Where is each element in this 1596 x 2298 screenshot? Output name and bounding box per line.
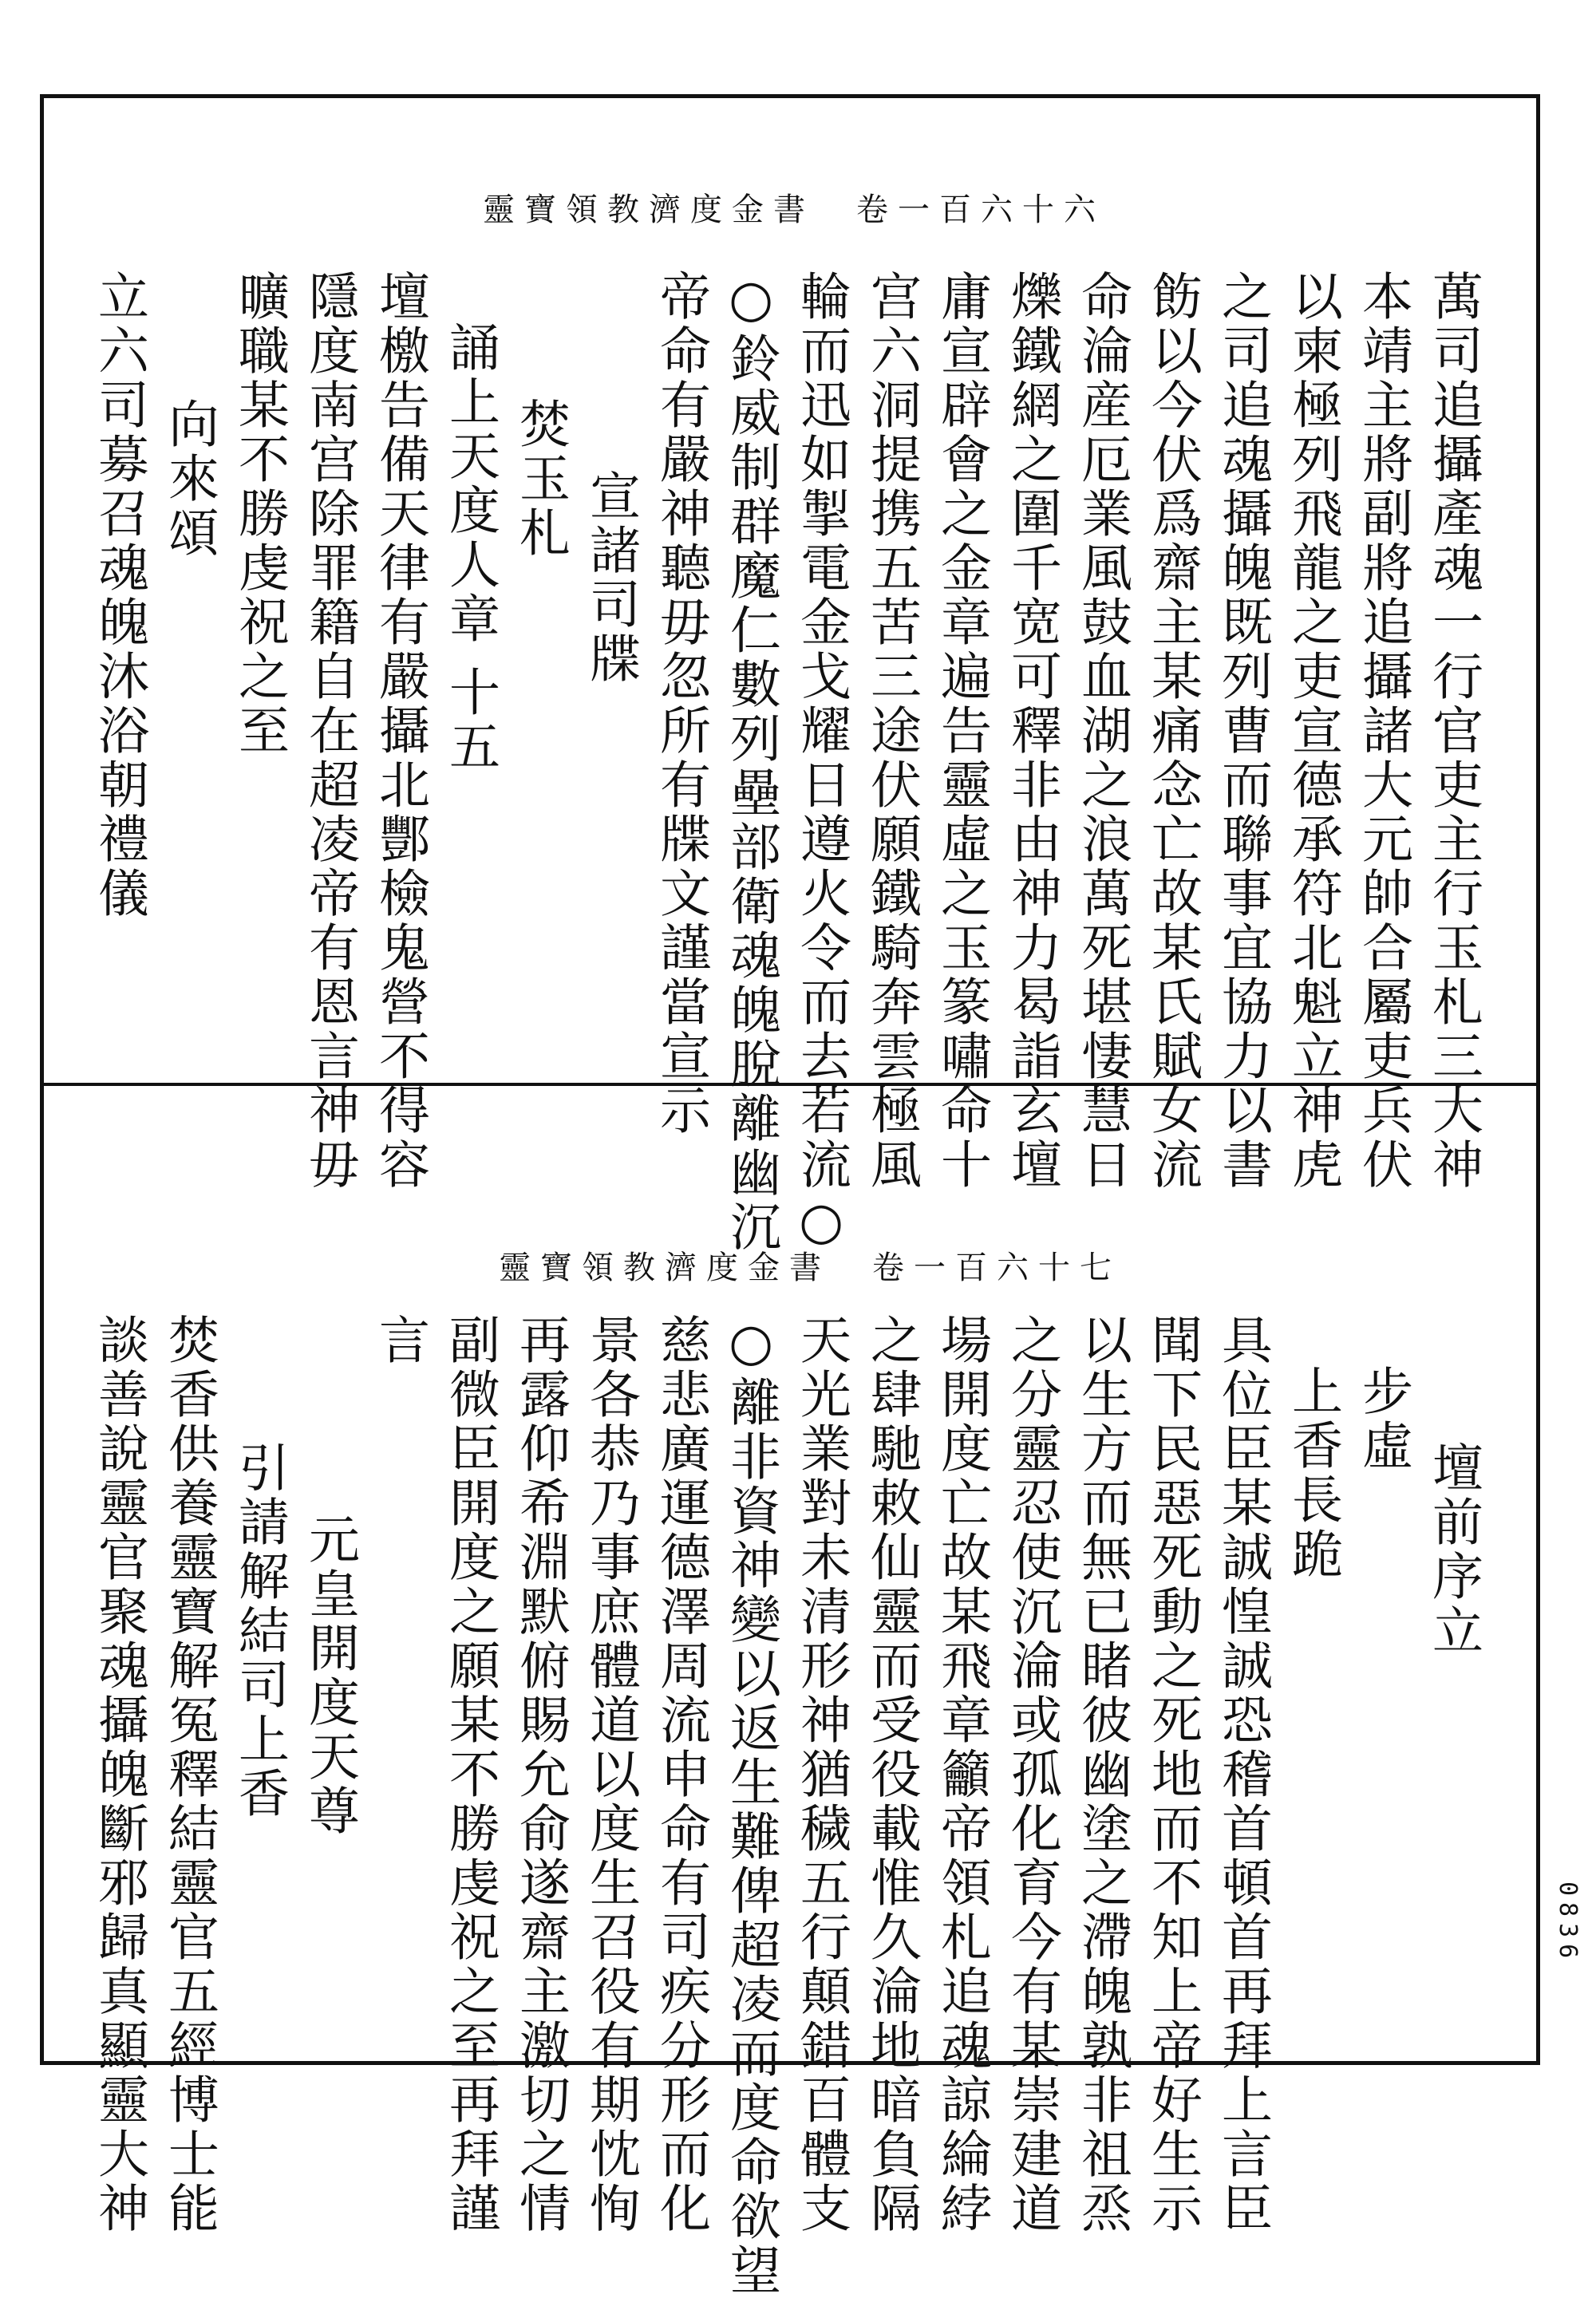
lower-page-header: 靈寶領教濟度金書 卷一百六十七 — [499, 1250, 1121, 1286]
page-frame — [40, 94, 1540, 2298]
text-column: ○鈴威制群魔仁數列壘部衛魂魄脫離幽沉 — [721, 270, 780, 1254]
text-column: 慈悲廣運德澤周流申命有司疾分形而化 — [651, 1313, 710, 2236]
text-column: 天光業對未清形神猶穢五行顛錯百體支 — [792, 1313, 851, 2236]
text-column: 場開度亡故某飛章籲帝領札追魂諒綸綍 — [932, 1313, 991, 2236]
text-column: 步虛 — [1353, 1364, 1412, 1473]
upper-half-page — [44, 98, 1536, 1254]
page-number: 0836 — [1554, 1881, 1582, 1965]
text-column: 庸宣辟會之金章遍告靈虛之玉篆嘯命十 — [932, 270, 991, 1192]
text-column: 焚香供養靈寶解冤釋結靈官五經博士能 — [160, 1313, 219, 2236]
lower-half-page — [44, 1086, 1536, 2298]
text-column: 引請解結司上香 — [230, 1441, 289, 1821]
text-column: 隱度南宫除罪籍自在超凌帝有恩言神毋 — [300, 270, 359, 1192]
text-column: 上香長跪 — [1283, 1364, 1342, 1581]
text-column: 聞下民惡死動之死地而不知上帝好生示 — [1143, 1313, 1202, 2236]
text-column: 爍鐵網之圍千宽可釋非由神力曷詣玄壇 — [1002, 270, 1061, 1192]
text-column: 立六司募召魂魄沐浴朝禮儀 — [89, 270, 148, 921]
text-column: 言 — [370, 1313, 429, 1368]
text-column: 帝命有嚴神聽毋忽所有牒文謹當宣示 — [651, 270, 710, 1138]
text-column: 宣諸司牒 — [581, 469, 640, 686]
text-column: 以柬極列飛龍之吏宣德承符北魁立神虎 — [1283, 270, 1342, 1192]
text-column: 談善說靈官聚魂攝魄斷邪歸真顯靈大神 — [89, 1313, 148, 2236]
text-column: 之肆馳敕仙靈而受役載惟久淪地暗負隔 — [862, 1313, 921, 2236]
text-column: 副微臣開度之願某不勝虔祝之至再拜謹 — [440, 1313, 500, 2236]
text-column: 命淪産厄業風鼓血湖之浪萬死堪悽慧日 — [1073, 270, 1132, 1192]
upper-text-block — [84, 270, 1488, 1254]
text-column: 壇檄告備天律有嚴攝北酆檢鬼營不得容 — [370, 270, 429, 1192]
text-column: 以生方而無已睹彼幽塗之滯魄孰非祖烝 — [1073, 1313, 1132, 2236]
text-column: 具位臣某誠惶誠恐稽首頓首再拜上言臣 — [1213, 1313, 1272, 2236]
text-column: 向來頌 — [160, 397, 219, 560]
text-column: 之分靈忍使沉淪或孤化育今有某崇建道 — [1002, 1313, 1061, 2236]
text-column: 誦上天度人章 十五 — [440, 321, 500, 775]
upper-page-header: 靈寶領教濟度金書 卷一百六十六 — [483, 192, 1105, 228]
text-column: ○離非資神變以返生難俾超凌而度命欲望 — [721, 1313, 780, 2298]
text-column: 壇前序立 — [1424, 1441, 1483, 1658]
text-column: 曠職某不勝虔祝之至 — [230, 270, 289, 758]
lower-text-block — [84, 1313, 1488, 2298]
text-column: 焚玉札 — [511, 397, 570, 560]
text-column: 再露仰希淵默俯賜允俞遂齋主激切之情 — [511, 1313, 570, 2236]
text-column: 之司追魂攝魄既列曹而聯事宜協力以書 — [1213, 270, 1272, 1192]
text-column: 景各恭乃事庶體道以度生召役有期忱恂 — [581, 1313, 640, 2236]
text-column: 飭以今伏爲齋主某痛念亡故某氏賦女流 — [1143, 270, 1202, 1192]
text-column: 元皇開度天尊 — [300, 1513, 359, 1838]
text-column: 宫六洞提携五苦三途伏願鐵騎奔雲極風 — [862, 270, 921, 1192]
text-column: 萬司追攝產魂一行官吏主行玉札三大神 — [1424, 270, 1483, 1192]
text-column: 輪而迅如掣電金戈耀日遵火令而去若流○ — [792, 270, 851, 1254]
text-column: 本靖主將副將追攝諸大元帥合屬吏兵伏 — [1353, 270, 1412, 1192]
